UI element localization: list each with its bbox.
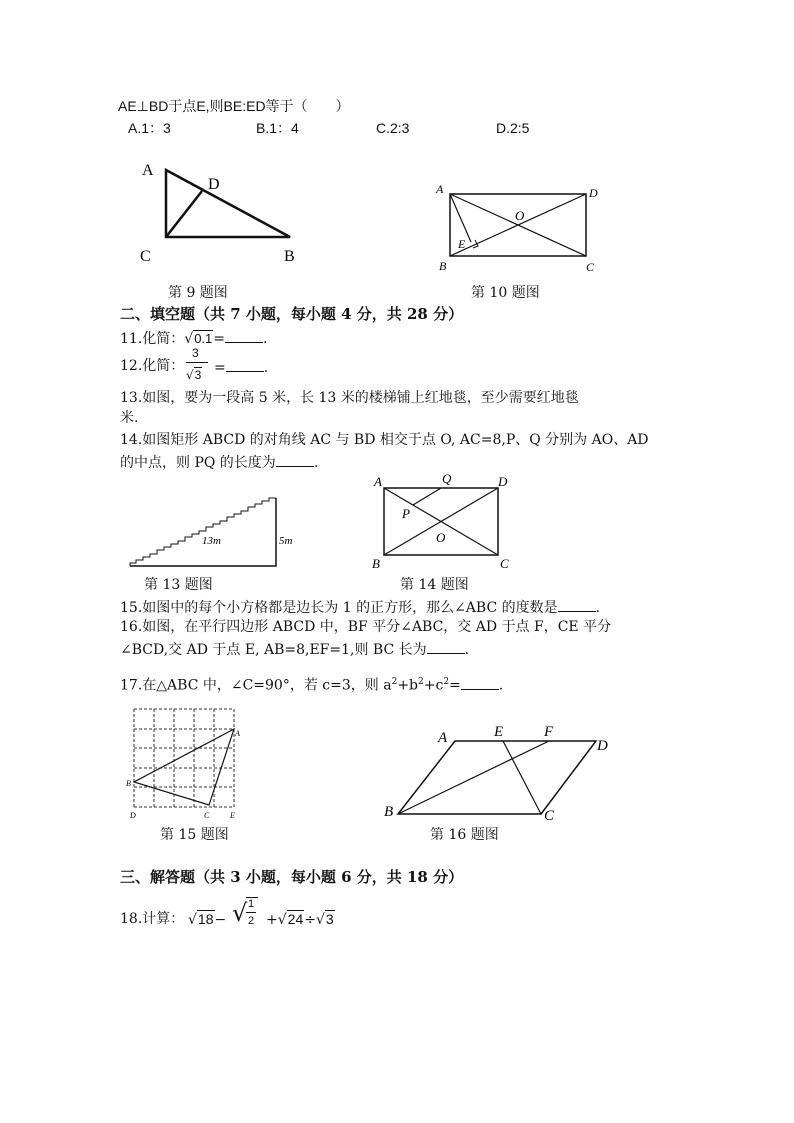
q14-line1: 14.如图矩形 ABCD 的对角线 AC 与 BD 相交于点 O, AC=8,P、Q 分别为 AO、AD: [120, 432, 649, 448]
q18-minus: −: [214, 912, 227, 928]
figure-15-grid: [124, 704, 254, 822]
fig16-label-b: B: [384, 804, 394, 820]
figure-16-parallelogram: [378, 720, 623, 825]
q11-equals: =: [213, 331, 225, 347]
sqrt-symbol: √: [232, 899, 248, 927]
q11-prefix: 11.化简：: [120, 331, 185, 347]
q18-expr-part2: [266, 910, 335, 929]
q11-radicand: 0.1: [194, 331, 213, 346]
q15-answer-blank: [558, 597, 596, 612]
q18-radicand-24: 24: [287, 911, 304, 927]
q16-line2: ∠BCD,交 AD 于点 E, AB=8,EF=1,则 BC 长为 .: [120, 639, 469, 659]
q12-radicand: 3: [194, 368, 202, 382]
q17-mid-b: +b: [397, 677, 419, 694]
fig9-label-d: D: [208, 176, 220, 193]
fig10-label-e: E: [458, 237, 466, 251]
fig14-label-d: D: [498, 474, 508, 489]
fig10-label-c: C: [586, 260, 595, 274]
q14-line2-text: 的中点，则 PQ 的长度为: [120, 455, 276, 471]
q10-option-d: D.2:5: [496, 120, 530, 136]
q12-answer: = .: [214, 357, 268, 377]
q12-equals: =: [214, 360, 226, 376]
fig14-label-p: P: [402, 506, 410, 521]
fig14-label-c: C: [500, 556, 509, 571]
q18-frac-den: 2: [248, 915, 255, 927]
q17-sup-c: 2: [443, 677, 450, 687]
fig13-caption: 第 13 题图: [144, 577, 213, 593]
fig10-caption: 第 10 题图: [471, 285, 540, 301]
q10-option-c: C.2:3: [376, 120, 410, 136]
figure-9-triangle: [130, 155, 310, 265]
fig9-caption: 第 9 题图: [168, 285, 228, 301]
fig15-label-e: E: [230, 811, 235, 820]
fig10-label-b: B: [439, 259, 447, 273]
q10-option-b: B.1：4: [256, 120, 299, 136]
q15: 15.如图中的每个小方格都是边长为 1 的正方形，那么∠ABC 的度数是 .: [120, 597, 600, 617]
q18-frac-bar: [246, 912, 256, 913]
q15-text: 15.如图中的每个小方格都是边长为 1 的正方形，那么∠ABC 的度数是: [120, 600, 558, 616]
fig15-label-a: A: [235, 729, 240, 738]
section-3-title: 三、解答题（共 3 小题，每小题 6 分，共 18 分）: [120, 868, 464, 886]
q12-numerator: 3: [192, 346, 199, 360]
fig16-label-f: F: [544, 724, 554, 740]
fig16-label-a: A: [438, 730, 448, 746]
q17-equals: =: [449, 677, 461, 694]
fig15-caption: 第 15 题图: [160, 827, 229, 843]
fig14-label-b: B: [372, 556, 380, 571]
q10-option-a: A.1：3: [128, 120, 171, 136]
q14-answer-blank: [276, 452, 314, 467]
q17-mid-c: +c: [423, 677, 444, 694]
fig15-label-d: D: [130, 811, 136, 820]
q12-prefix: 12.化简：: [120, 358, 185, 374]
sqrt-symbol: √: [277, 912, 287, 928]
q12-answer-blank: [226, 357, 264, 372]
fig16-label-c: C: [544, 808, 555, 824]
q16-line2-text: ∠BCD,交 AD 于点 E, AB=8,EF=1,则 BC 长为: [120, 642, 427, 658]
fig14-label-a: A: [374, 474, 382, 489]
fig9-label-b: B: [284, 248, 295, 265]
q17-sup-b: 2: [418, 677, 424, 687]
q16-line1: 16.如图，在平行四边形 ABCD 中，BF 平分∠ABC，交 AD 于点 F，CE 平分: [120, 619, 612, 635]
sqrt-symbol: √: [315, 912, 325, 928]
q12-denominator: [186, 366, 202, 384]
fig14-label-q: Q: [442, 471, 452, 486]
fig15-label-b: B: [126, 779, 131, 788]
q18-radicand-18: 18: [197, 911, 214, 927]
fig10-label-o: O: [515, 208, 525, 223]
fig10-label-a: A: [436, 182, 444, 196]
fig16-label-e: E: [494, 724, 504, 740]
sqrt-symbol: √: [186, 368, 194, 382]
fig9-label-c: C: [140, 248, 151, 265]
fig16-label-d: D: [597, 738, 608, 754]
fig10-label-d: D: [589, 186, 598, 200]
q18-expr-part1: [188, 910, 226, 929]
q12-fraction-bar: [186, 362, 208, 363]
q14-line2: 的中点，则 PQ 的长度为 .: [120, 452, 318, 472]
q11: 11.化简：√0.1= .: [120, 328, 267, 348]
q18-prefix: 18.计算：: [120, 911, 185, 927]
q17-answer-blank: [461, 675, 499, 690]
fig14-caption: 第 14 题图: [400, 577, 469, 593]
figure-13-staircase: [126, 492, 301, 572]
figure-10-rectangle: [430, 180, 610, 280]
q17-prefix: 17.在△ABC 中，∠C=90°，若 c=3，则 a: [120, 677, 392, 694]
q17: 17.在△ABC 中，∠C=90°，若 c=3，则 $a^2+b^2+c^2=$ .: [120, 673, 503, 695]
q18-plus: +: [266, 912, 278, 928]
fig9-label-a: A: [142, 162, 154, 179]
fig15-label-c: C: [204, 811, 210, 820]
q11-answer-blank: [225, 328, 263, 343]
q17-sup-a: 2: [391, 677, 398, 687]
figure-14-rectangle: [368, 470, 528, 575]
section-2-title: 二、填空题（共 7 小题，每小题 4 分，共 28 分）: [120, 305, 464, 323]
q16-answer-blank: [427, 639, 465, 654]
q10-text: AE⊥BD于点E,则BE:ED等于（ ）: [118, 98, 350, 114]
fig14-label-o: O: [436, 530, 446, 545]
q13-line2: 米.: [120, 410, 139, 426]
fig16-caption: 第 16 题图: [430, 827, 499, 843]
q13-line1: 13.如图，要为一段高 5 米，长 13 米的楼梯铺上红地毯，至少需要红地毯: [120, 390, 579, 406]
sqrt-symbol: √: [184, 331, 194, 347]
fig13-label-height: 5m: [279, 535, 293, 547]
q18-divide: ÷: [304, 912, 316, 928]
sqrt-symbol: √: [188, 912, 197, 928]
q18-radicand-3: 3: [325, 911, 334, 927]
q18-frac-num: 1: [248, 898, 255, 910]
fig13-label-hypotenuse: 13m: [202, 535, 221, 547]
